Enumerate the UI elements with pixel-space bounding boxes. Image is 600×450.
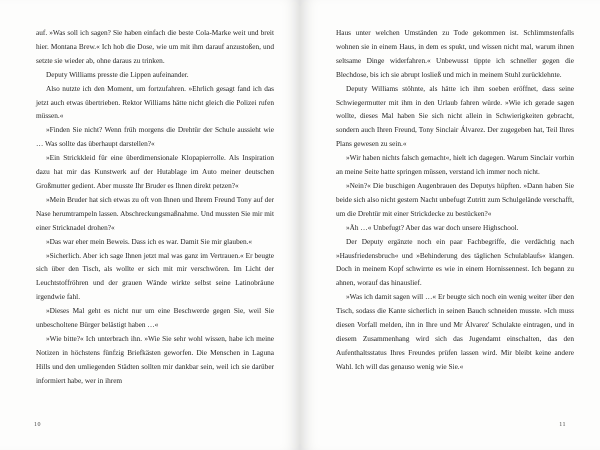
- page-number: 11: [559, 422, 566, 428]
- paragraph: »Was ich damit sagen will …« Er beugte sich noch ein wenig weiter über den Tisch, sodass die Kante sicherlich in seinen Bauch schneiden musste. »Ich muss diesen Vorfall melden, ihn in Ihre und Mr Álvarez' Schulakte eintragen, und in diesem Zusammenhang wird sich das Jugendamt einschalten, das den Aufenthaltsstatus Ihres Freundes prüfen lassen wird. Mir bleibt keine andere Wahl. Ich will das genauso wenig wie Sie.«: [336, 292, 574, 371]
- paragraph: »Dieses Mal geht es nicht nur um eine Beschwerde gegen Sie, weil Sie unbescholtene Bürger belästigt haben …«: [36, 306, 274, 330]
- paragraph: »Nein?« Die buschigen Augenbrauen des Deputys hüpften. »Dann haben Sie beide sich also nicht gestern Nacht unbefugt Zutritt zum Schulgelände verschafft, um die Drehtür mit einer Strickdecke zu bestücken?«: [336, 180, 574, 218]
- left-page-text: [36, 26, 274, 388]
- page-number: 10: [34, 422, 41, 428]
- right-page: [300, 0, 600, 450]
- right-page-text: [336, 26, 574, 374]
- paragraph: »Ein Strickkleid für eine überdimensionale Klopapierrolle. Als Inspiration dazu hat mir das Kunstwerk auf der Hutablage im Auto meiner deutschen Großmutter gedient. Aber musste Ihr Bruder es Ihnen direkt petzen?«: [36, 153, 274, 190]
- paragraph: »Sicherlich. Aber ich sage Ihnen jetzt mal was ganz im Vertrauen.« Er beugte sich über den Tisch, als wollte er sich mit mir verschwören. Im Licht der Leuchtstoffröhren und der grauen Wände wirkte selbst seine Latinobräune irgendwie fahl.: [36, 250, 274, 302]
- paragraph: »Mein Bruder hat sich etwas zu oft von Ihnen und Ihrem Freund Tony auf der Nase herumtrampeln lassen. Abschreckungsmaßnahme. Und mussten Sie mir mit einer Stricknadel drohen?«: [36, 194, 274, 232]
- paragraph: »Das war eher mein Beweis. Dass ich es war. Damit Sie mir glauben.«: [46, 236, 253, 246]
- paragraph: Deputy Williams stöhnte, als hätte ich ihm soeben eröffnet, dass seine Schwiegermutter mit ihm in den Urlaub fahren würde. »Wie ich gerade sagen wollte, dieses Mal haben Sie sich nicht allein in Schwierigkeiten gebracht, sondern auch Ihren Freund, Tony Sinclair Álvarez. Der zugegeben hat, Teil Ihres Plans gewesen zu sein.«: [336, 83, 574, 149]
- paragraph: Deputy Williams presste die Lippen aufeinander.: [46, 69, 189, 79]
- paragraph: Also nutzte ich den Moment, um fortzufahren. »Ehrlich gesagt fand ich das jetzt auch etwas übertrieben. Rektor Williams hätte nicht gleich die Polizei rufen müssen.«: [36, 83, 274, 121]
- paragraph: Der Deputy ergänzte noch ein paar Fachbegriffe, die verdächtig nach »Hausfriedensbruch« und »Behinderung des täglichen Schulablaufs« klangen. Doch in meinem Kopf schwirrte es wie in einem Hornissennest. Ich begann zu ahnen, worauf das hinauslief.: [336, 236, 574, 288]
- paragraph: »Finden Sie nicht? Wenn früh morgens die Drehtür der Schule aussieht wie … Was sollte das überhaupt darstellen?«: [36, 125, 274, 149]
- paragraph: »Wie bitte?« Ich unterbrach ihn. »Wie Sie sehr wohl wissen, habe ich meine Notizen in höchstens fünfzig Briefkästen geworfen. Die Menschen in Laguna Hills und den umliegenden Städten sollten mir dankbar sein, weil ich sie darüber informiert habe, wer in ihrem: [36, 333, 274, 385]
- paragraph: auf. »Was soll ich sagen? Sie haben einfach die beste Cola-Marke weit und breit hier. Montana Brew.« Ich hob die Dose, wie um mit ihm darauf anzustoßen, und setzte sie wieder ab, ohne daraus zu trinken.: [36, 28, 274, 65]
- paragraph: Haus unter welchen Umständen zu Tode gekommen ist. Schlimmstenfalls wohnen sie in einem Haus, in dem es spukt, und wissen nicht mal, warum ihnen seltsame Dinge widerfahren.« Unbewusst tippte ich schneller gegen die Blechdose, bis ich sie abrupt losließ und mich in meinem Stuhl zurücklehnte.: [336, 28, 574, 79]
- paragraph: »Wir haben nichts falsch gemacht«, hielt ich dagegen. Warum Sinclair vorhin an meine Seite hatte springen müssen, verstand ich immer noch nicht.: [336, 153, 574, 177]
- paragraph: »Äh …« Unbefugt? Aber das war doch unsere Highschool.: [346, 222, 519, 232]
